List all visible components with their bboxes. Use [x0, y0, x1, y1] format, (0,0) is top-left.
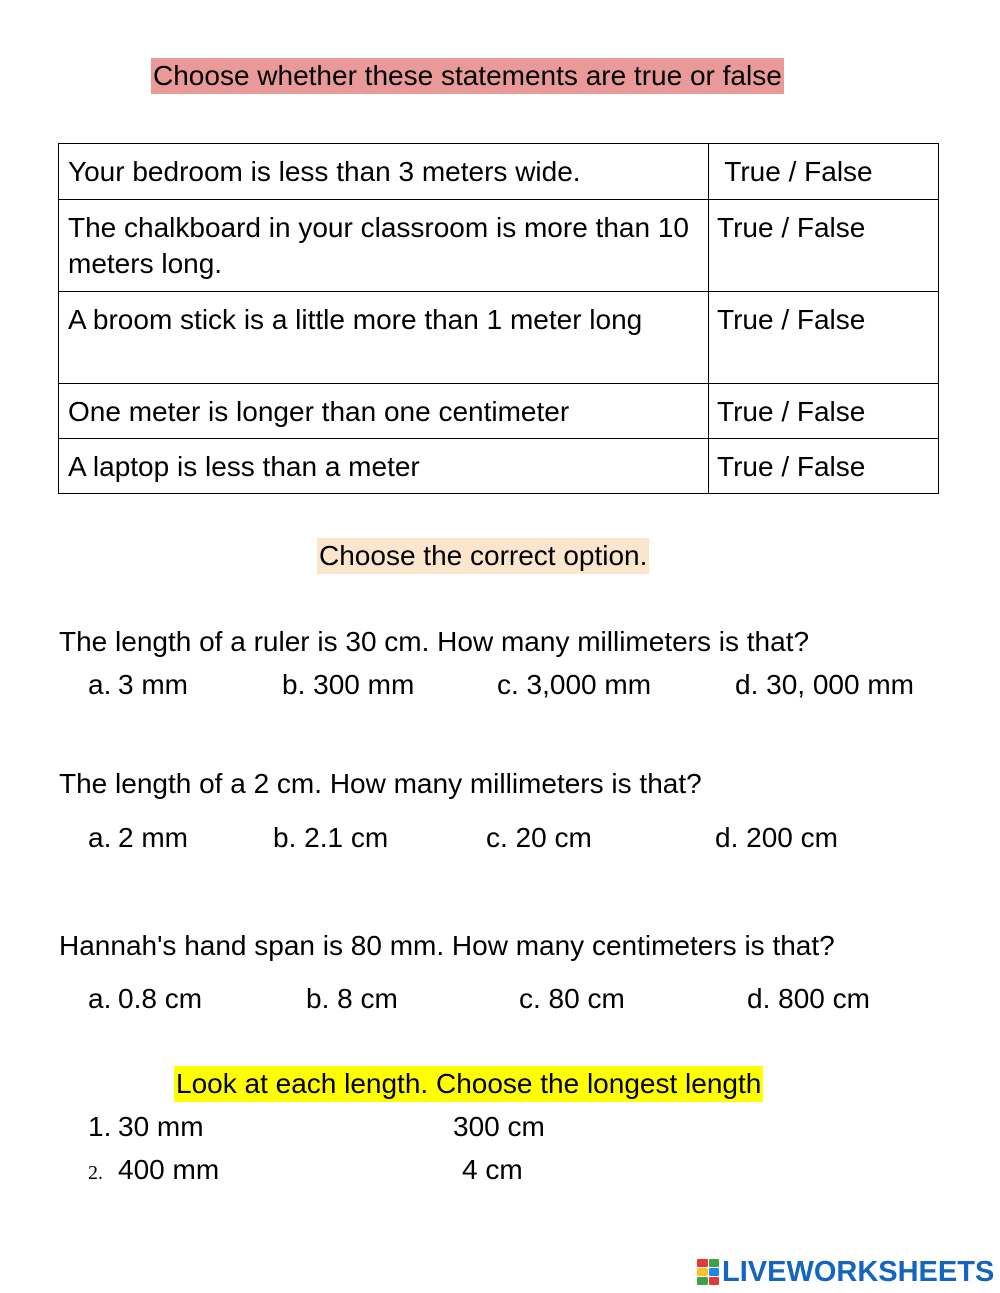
question-2-option-d[interactable]: d. 200 cm — [715, 822, 838, 853]
question-1-text: The length of a ruler is 30 cm. How many millimeters is that? — [59, 626, 810, 657]
question-3-option-c[interactable]: c. 80 cm — [519, 983, 625, 1014]
question-3-option-b[interactable]: b. 8 cm — [306, 983, 398, 1014]
table-row — [59, 292, 939, 384]
length-item-1 — [88, 1109, 204, 1145]
table-row — [59, 439, 939, 494]
length-option-left[interactable]: 400 mm — [118, 1154, 220, 1185]
question-1-option-c[interactable]: c. 3,000 mm — [497, 669, 652, 700]
item-number: 2. — [88, 1162, 103, 1184]
question-3-option-a[interactable] — [88, 981, 202, 1017]
statement-cell: A laptop is less than a meter — [59, 439, 709, 494]
question-1-option-d[interactable]: d. 30, 000 mm — [735, 669, 914, 700]
liveworksheets-logo — [697, 1256, 994, 1288]
section-title-longest-length: Look at each length. Choose the longest length — [174, 1066, 763, 1102]
option-label: a. — [88, 669, 112, 700]
table-row — [59, 144, 939, 200]
question-2-option-b[interactable]: b. 2.1 cm — [273, 822, 389, 853]
option-text: 0.8 cm — [118, 983, 203, 1014]
section-title-correct-option: Choose the correct option. — [317, 538, 649, 574]
option-text: 3 mm — [118, 669, 188, 700]
logo-text: LIVEWORKSHEETS — [722, 1255, 995, 1288]
statement-cell: Your bedroom is less than 3 meters wide. — [59, 144, 709, 200]
option-label: a. — [88, 822, 112, 853]
statement-cell: A broom stick is a little more than 1 meter long — [59, 292, 709, 384]
question-2-option-c[interactable]: c. 20 cm — [486, 822, 592, 853]
statement-cell: One meter is longer than one centimeter — [59, 384, 709, 439]
length-option-right[interactable]: 300 cm — [453, 1111, 545, 1142]
true-false-table — [58, 143, 939, 494]
true-false-choice[interactable]: True / False — [709, 144, 939, 200]
question-3-option-d[interactable]: d. 800 cm — [747, 983, 870, 1014]
true-false-choice[interactable]: True / False — [709, 292, 939, 384]
true-false-choice[interactable]: True / False — [709, 384, 939, 439]
section-title-true-false: Choose whether these statements are true or false — [151, 58, 784, 94]
question-2-option-a[interactable] — [88, 820, 188, 856]
statement-cell: The chalkboard in your classroom is more than 10 meters long. — [59, 200, 709, 292]
length-option-right[interactable]: 4 cm — [462, 1154, 523, 1185]
table-row — [59, 200, 939, 292]
question-1-option-b[interactable]: b. 300 mm — [282, 669, 415, 700]
option-label: a. — [88, 983, 112, 1014]
liveworksheets-logo-icon — [697, 1259, 719, 1285]
table-row — [59, 384, 939, 439]
question-2-text: The length of a 2 cm. How many millimeters is that? — [59, 768, 702, 799]
question-3-text: Hannah's hand span is 80 mm. How many centimeters is that? — [59, 930, 835, 961]
true-false-choice[interactable]: True / False — [709, 200, 939, 292]
true-false-choice[interactable]: True / False — [709, 439, 939, 494]
question-1-option-a[interactable] — [88, 667, 188, 703]
option-text: 2 mm — [118, 822, 188, 853]
item-number: 1. — [88, 1111, 112, 1142]
length-item-2 — [88, 1152, 219, 1191]
length-option-left[interactable]: 30 mm — [118, 1111, 204, 1142]
